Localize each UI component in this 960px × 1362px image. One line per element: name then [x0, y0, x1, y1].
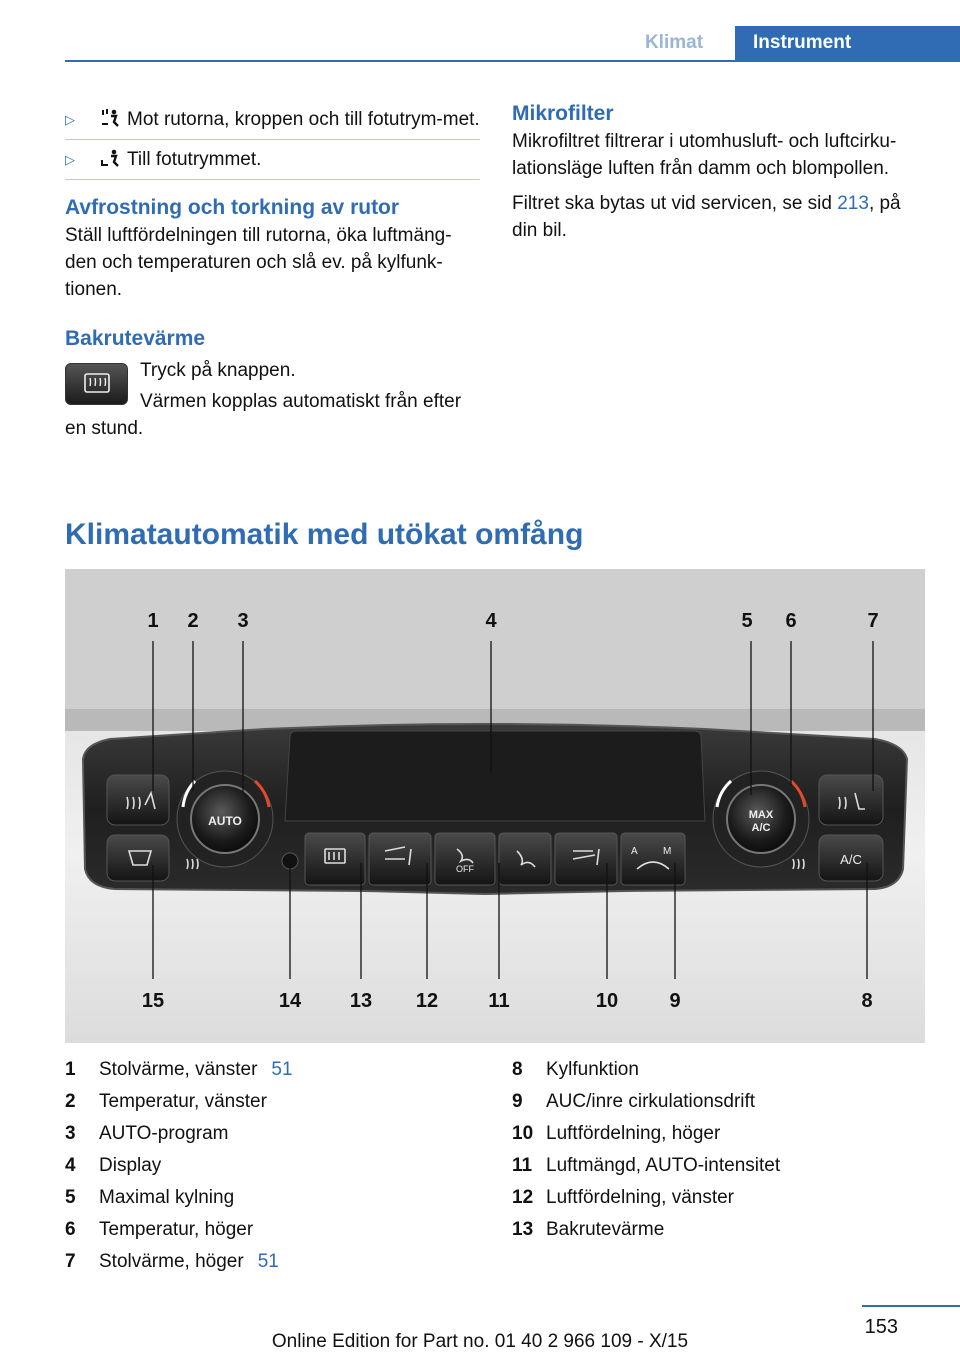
legend-left	[65, 1054, 485, 1278]
callout-2: 2	[187, 610, 199, 632]
callout-12: 12	[415, 990, 439, 1012]
svg-text:A: A	[631, 846, 638, 857]
callout-1: 1	[147, 610, 159, 632]
legend-item: 2 Temperatur, vänster	[65, 1091, 267, 1112]
page-link[interactable]: 51	[257, 1251, 279, 1272]
rear-heat-instruction: Tryck på knappen.	[140, 360, 296, 381]
callout-8: 8	[861, 990, 873, 1012]
legend-item: 12 Luftfördelning, vänster	[512, 1187, 735, 1208]
airflow-windows-body-feet-icon	[99, 108, 121, 128]
callout-13: 13	[349, 990, 373, 1012]
left-temperature-knob	[177, 771, 273, 867]
defrost-text: Ställ luftfördelningen till rutorna, öka luftmäng‐den och temperaturen och slå ev. på kylfunk‐tionen.	[65, 225, 452, 300]
page-link[interactable]: 51	[271, 1059, 293, 1080]
footer-edition: Online Edition for Part no. 01 40 2 966 109 - X/15	[271, 1331, 689, 1352]
legend-right	[512, 1054, 930, 1246]
rear-heat-note: Värmen kopplas automatiskt från efter en stund.	[65, 391, 462, 439]
callout-9: 9	[669, 990, 681, 1012]
legend-item: 13 Bakrutevärme	[512, 1219, 665, 1240]
microfilter-text: Mikrofiltret filtrerar i utomhusluft- och luftcirku‐lationsläge luften från damm och blompollen.	[512, 131, 897, 179]
callout-7: 7	[867, 610, 879, 632]
callout-11: 11	[488, 990, 510, 1012]
svg-text:M: M	[663, 846, 672, 857]
callout-6: 6	[785, 610, 797, 632]
microfilter-service-text: Filtret ska bytas ut vid servicen, se sid 213, på din bil.	[512, 193, 901, 241]
list-item	[65, 100, 480, 140]
legend-item: 11 Luftmängd, AUTO-intensitet	[512, 1155, 781, 1176]
legend-item: 7 Stolvärme, höger 51	[65, 1246, 485, 1278]
bottom-button-row	[305, 833, 685, 885]
defrost-heading: Avfrostning och torkning av rutor	[65, 196, 400, 219]
header-chapter-tab[interactable]: Instrument	[735, 26, 960, 62]
legend-item: 10 Luftfördelning, höger	[512, 1123, 721, 1144]
svg-text:A/C: A/C	[840, 852, 862, 867]
left-column	[65, 100, 480, 450]
bullet-text: Till fotutrymmet.	[127, 149, 262, 170]
rear-window-heat-button-icon	[65, 363, 128, 405]
right-temperature-knob	[713, 771, 809, 867]
page-number: 153	[864, 1316, 898, 1338]
airflow-feet-icon	[99, 148, 121, 168]
legend-item: 6 Temperatur, höger	[65, 1219, 254, 1240]
footer-rule	[862, 1305, 960, 1307]
svg-text:AUTO: AUTO	[208, 814, 242, 828]
svg-text:OFF: OFF	[456, 864, 474, 874]
callout-10: 10	[595, 990, 619, 1012]
svg-text:A/C: A/C	[751, 822, 771, 834]
callout-4: 4	[485, 610, 497, 632]
bullet-text: Mot rutorna, kroppen och till fotutrym‐met.	[127, 109, 480, 130]
microfilter-heading: Mikrofilter	[512, 102, 614, 125]
header-rule	[65, 60, 960, 62]
triangle-bullet-icon: ▷	[65, 112, 75, 127]
svg-text:MAX: MAX	[748, 809, 774, 821]
section-title: Klimatautomatik med utökat omfång	[65, 518, 584, 551]
callout-3: 3	[237, 610, 249, 632]
header-section-tab[interactable]: Klimat	[644, 32, 704, 53]
triangle-bullet-icon: ▷	[65, 152, 75, 167]
climate-panel-photo	[65, 569, 925, 1043]
list-item	[65, 140, 480, 180]
page-link[interactable]: 213	[837, 193, 869, 214]
callout-14: 14	[278, 990, 302, 1012]
legend-item: 8 Kylfunktion	[512, 1059, 639, 1080]
rear-heat-heading: Bakrutevärme	[65, 327, 206, 350]
legend-item: 4 Display	[65, 1155, 162, 1176]
callout-15: 15	[141, 990, 165, 1012]
legend-item: 5 Maximal kylning	[65, 1187, 235, 1208]
callout-5: 5	[741, 610, 753, 632]
rear-heat-block	[65, 357, 480, 442]
right-column	[512, 100, 930, 252]
legend-item: 1 Stolvärme, vänster 51	[65, 1054, 485, 1086]
legend-item: 3 AUTO-program	[65, 1123, 229, 1144]
legend-item: 9 AUC/inre cirkulationsdrift	[512, 1091, 756, 1112]
